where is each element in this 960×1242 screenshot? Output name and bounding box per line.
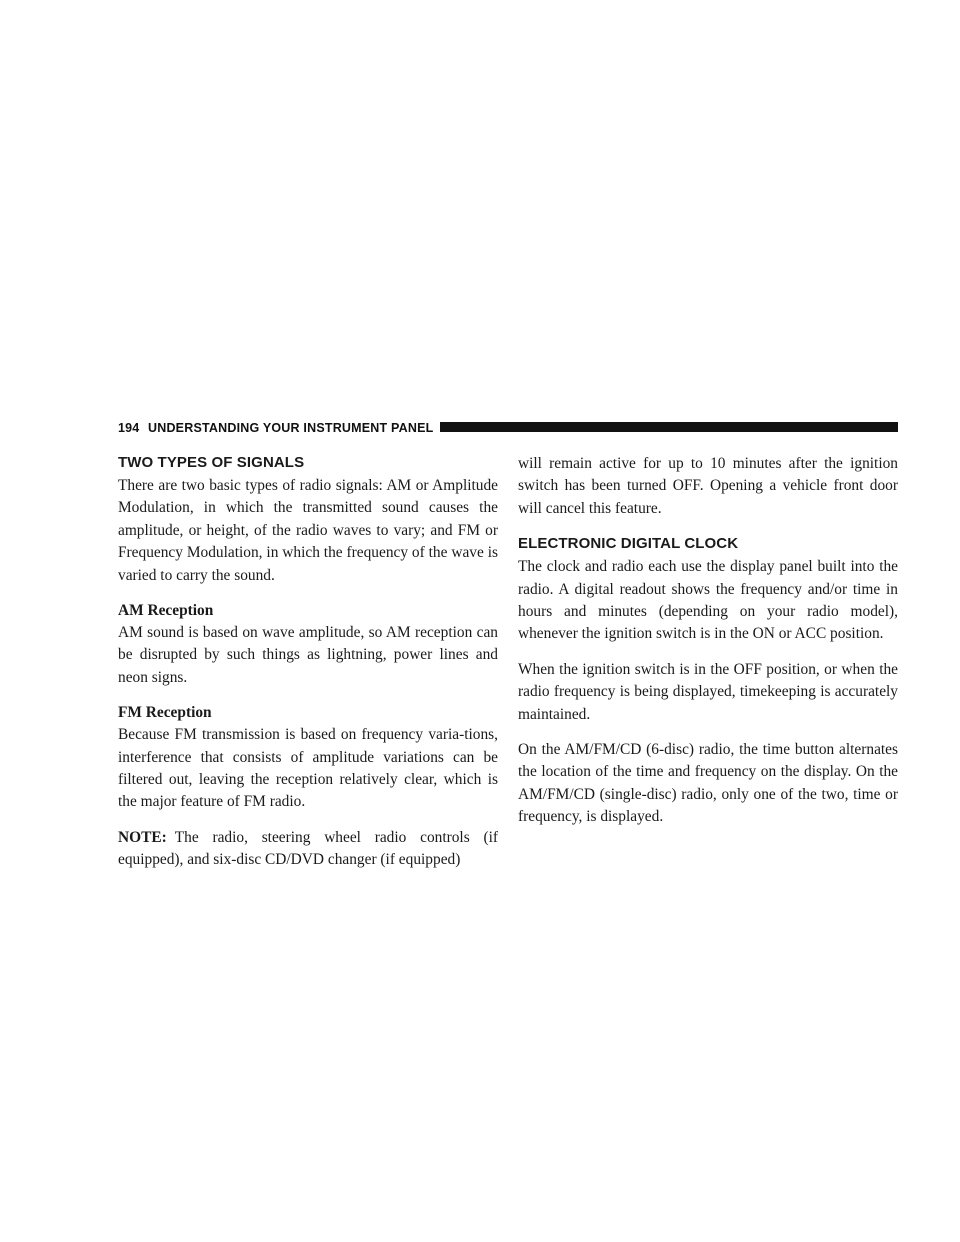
fm-paragraph: Because FM transmission is based on frequency varia-tions, interference that consists of amplitude variations can be filtered out, leaving the reception relatively clear, which is the major feature of FM radio.	[118, 726, 498, 811]
header-rule	[440, 422, 898, 432]
page-number: 194	[118, 421, 140, 435]
clock-paragraph-3: On the AM/FM/CD (6-disc) radio, the time button alternates the location of the time and frequency on the display. On the AM/FM/CD (single-disc) radio, only one of the two, time or frequency, is displayed.	[518, 741, 898, 826]
signals-heading: TWO TYPES OF SIGNALS	[118, 454, 305, 471]
clock-heading: ELECTRONIC DIGITAL CLOCK	[518, 535, 739, 553]
note-continued: will remain active for up to 10 minutes after the ignition switch has been turned OFF. Opening a vehicle front door will cancel this feature.	[518, 455, 898, 517]
am-heading: AM Reception	[118, 602, 214, 620]
clock-paragraph-1: The clock and radio each use the display panel built into the radio. A digital readout shows the frequency and/or time in hours and minutes (depending on your radio model), whenever the ignition switch is in the ON or ACC position.	[518, 558, 898, 643]
clock-paragraph-2: When the ignition switch is in the OFF position, or when the radio frequency is being displayed, timekeeping is accurately maintained.	[518, 660, 898, 723]
signals-paragraph: There are two basic types of radio signals: AM or Amplitude Modulation, in which the transmitted sound causes the amplitude, or height, of the radio waves to vary; and FM or Frequency Modulation, in which the frequency of the wave is varied to carry the sound.	[118, 477, 498, 584]
section-title: UNDERSTANDING YOUR INSTRUMENT PANEL	[148, 421, 434, 435]
right-column	[518, 453, 898, 842]
am-paragraph: AM sound is based on wave amplitude, so AM reception can be disrupted by such things as lightning, power lines and neon signs.	[118, 624, 498, 686]
fm-heading: FM Reception	[118, 704, 212, 722]
page-header	[118, 418, 898, 440]
note-paragraph	[118, 827, 498, 872]
note-text: The radio, steering wheel radio controls (if equipped), and six-disc CD/DVD changer (if equipped)	[118, 828, 498, 869]
left-column	[118, 453, 498, 885]
note-label: NOTE:	[118, 828, 167, 846]
